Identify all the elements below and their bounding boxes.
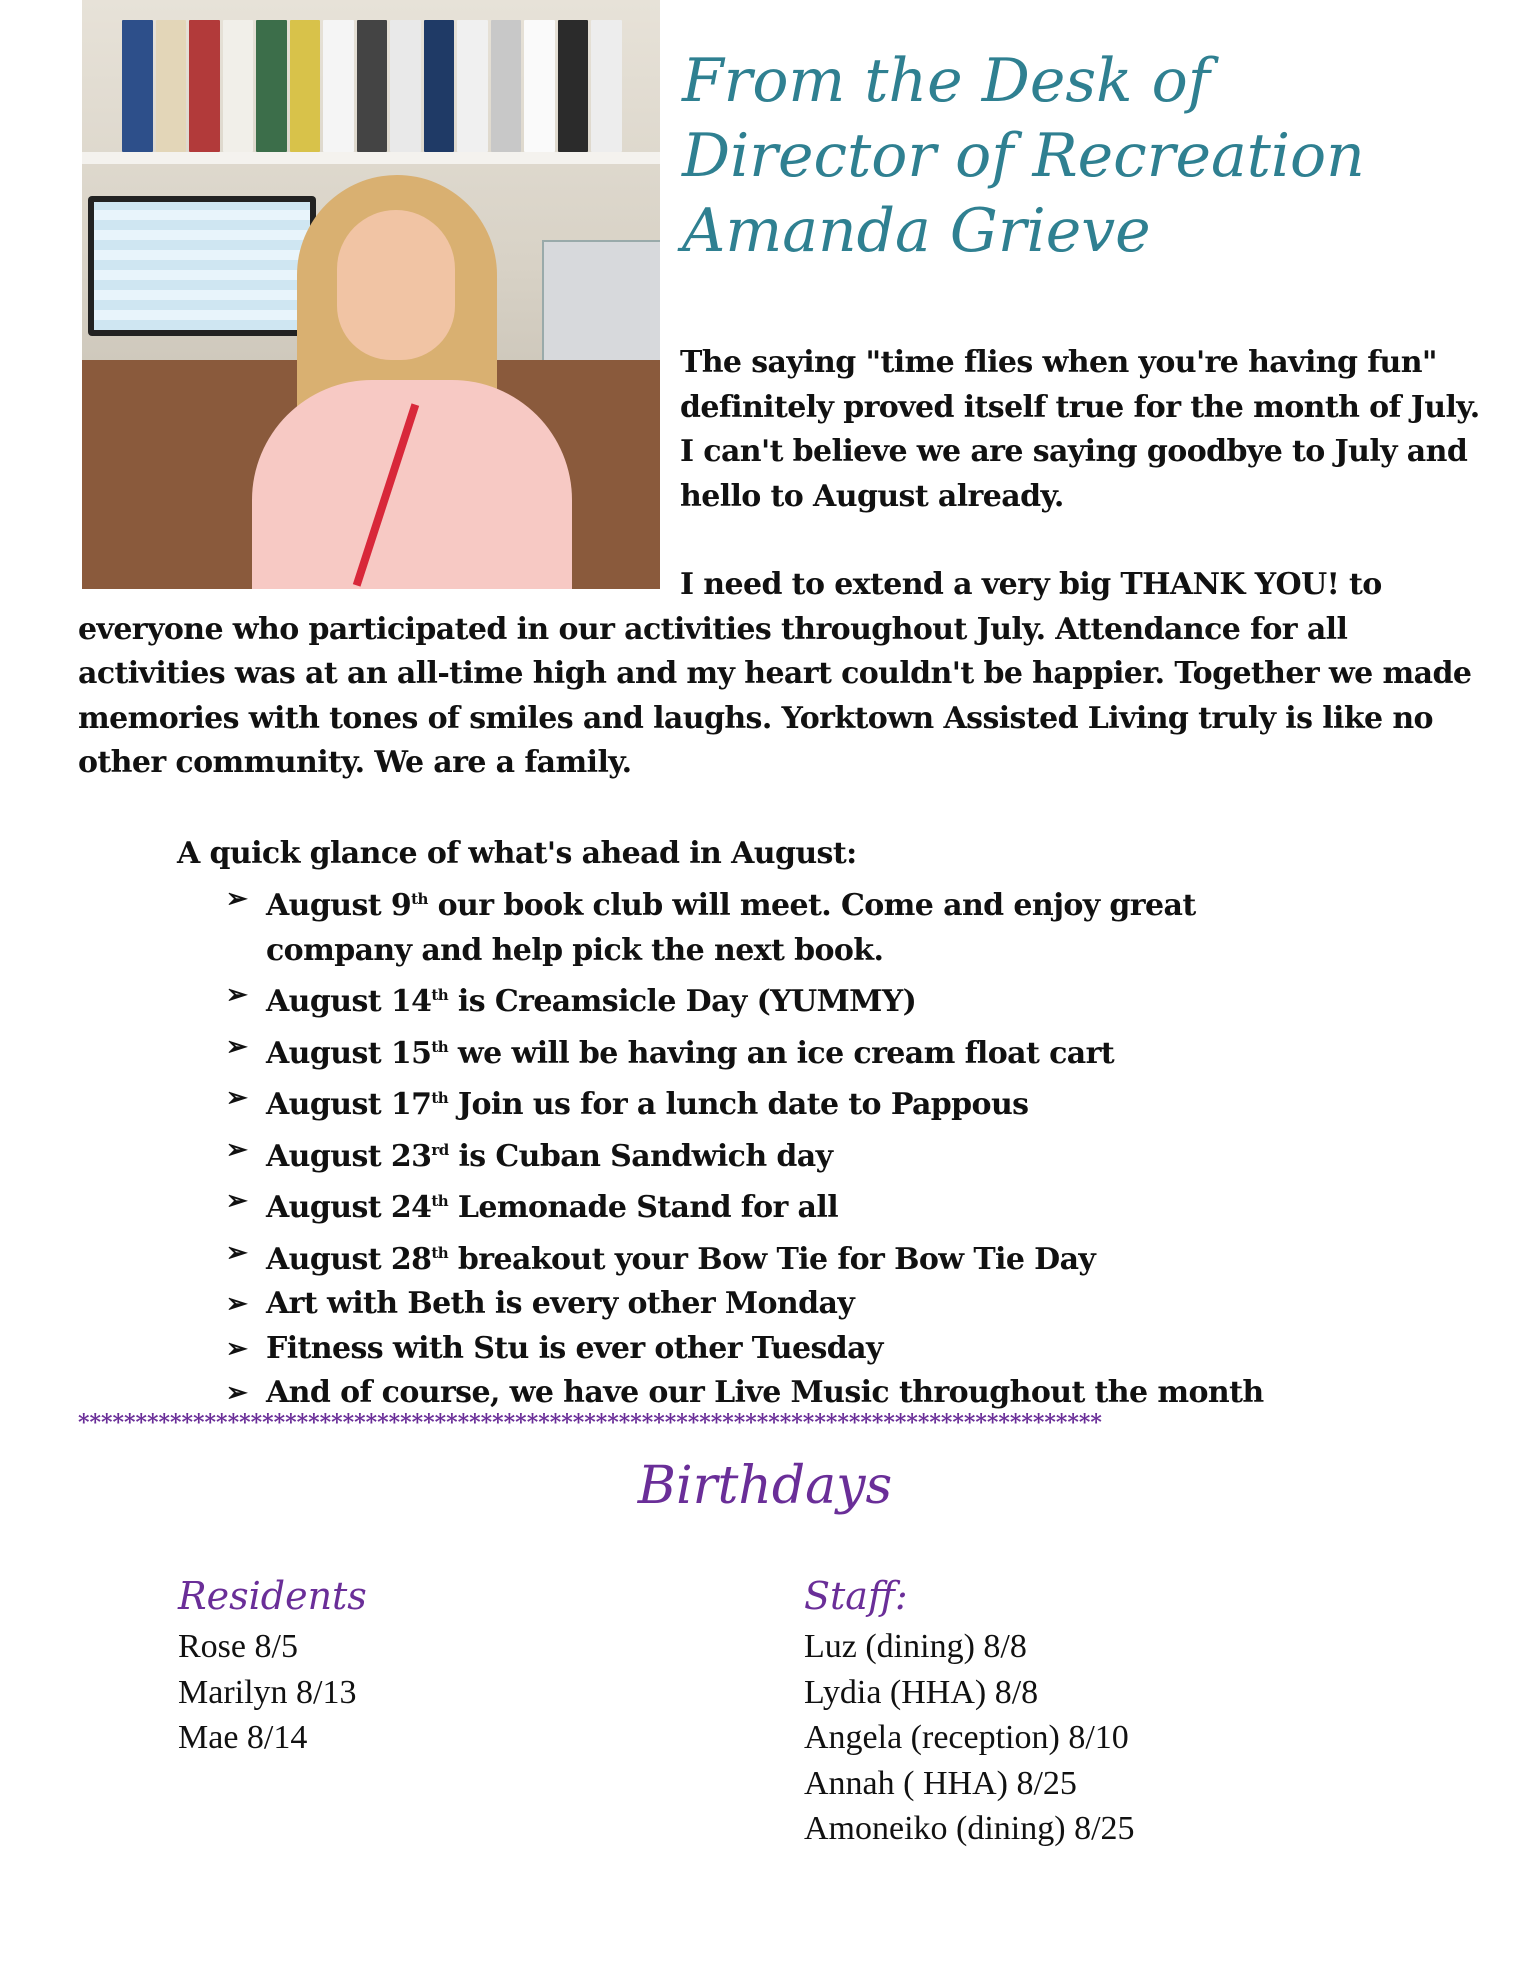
event-date-suffix: rd — [431, 1140, 449, 1159]
event-text: breakout your Bow Tie for Bow Tie Day — [448, 1241, 1096, 1277]
event-text-continued: company and help pick the next book. — [266, 932, 884, 968]
page-title — [682, 44, 1502, 269]
staff-title: Staff: — [804, 1574, 908, 1618]
event-text: Fitness with Stu is ever other Tuesday — [266, 1330, 883, 1366]
list-item: Rose 8/5 — [178, 1628, 298, 1665]
event-date: August 14 — [266, 984, 432, 1019]
residents-column — [178, 1570, 367, 1761]
list-item: Amoneiko (dining) 8/25 — [804, 1810, 1135, 1847]
arrowhead-bullet-icon: ➢ — [226, 980, 248, 1010]
arrowhead-bullet-icon: ➢ — [226, 1289, 248, 1319]
arrowhead-bullet-icon: ➢ — [226, 1134, 248, 1165]
computer-monitor — [88, 196, 316, 336]
thank-you-first-line: I need to extend a very big THANK YOU! to — [680, 567, 1382, 602]
person-face — [337, 210, 455, 360]
director-photo — [82, 0, 660, 589]
star-divider: ***************************************************************************************** — [78, 1410, 1102, 1436]
staff-column — [804, 1570, 1135, 1852]
arrowhead-bullet-icon: ➢ — [226, 1186, 248, 1216]
thank-you-paragraph — [78, 563, 1498, 786]
title-line-2: Director of Recreation — [682, 121, 1365, 191]
event-date-suffix: th — [431, 986, 449, 1004]
event-text: Lemonade Stand for all — [448, 1190, 838, 1225]
event-text: Join us for a lunch date to Pappous — [448, 1087, 1029, 1122]
list-item — [226, 1282, 1426, 1327]
list-item: Mae 8/14 — [178, 1719, 308, 1756]
title-line-3: Amanda Grieve — [682, 196, 1151, 266]
events-heading: A quick glance of what's ahead in August: — [177, 836, 857, 871]
title-line-1: From the Desk of — [682, 46, 1210, 116]
residents-title: Residents — [178, 1574, 367, 1618]
birthdays-title: Birthdays — [637, 1456, 893, 1516]
intro-paragraph: The saying "time flies when you're having fun" definitely proved itself true for the month of July. I can't believe we are saying goodbye to July and hello to August already. — [680, 345, 1480, 514]
event-date: August 24 — [266, 1190, 432, 1225]
list-item — [226, 973, 1426, 1025]
list-item — [226, 1076, 1426, 1128]
arrowhead-bullet-icon: ➢ — [226, 1083, 248, 1113]
list-item — [226, 1371, 1426, 1416]
list-item — [226, 1128, 1426, 1180]
event-date-suffix: th — [431, 1089, 449, 1107]
event-text: Art with Beth is every other Monday — [266, 1286, 855, 1321]
arrowhead-bullet-icon: ➢ — [226, 1237, 248, 1268]
arrowhead-bullet-icon: ➢ — [226, 884, 248, 914]
event-date-suffix: th — [431, 1037, 449, 1056]
arrowhead-bullet-icon: ➢ — [226, 1031, 248, 1062]
list-item — [226, 877, 1426, 973]
event-text: is Cuban Sandwich day — [448, 1138, 833, 1174]
event-text: And of course, we have our Live Music throughout the month — [266, 1375, 1264, 1410]
event-text: is Creamsicle Day (YUMMY) — [448, 984, 917, 1019]
event-text: our book club will meet. Come and enjoy great — [427, 888, 1196, 923]
event-date: August 15 — [266, 1035, 432, 1071]
list-item: Marilyn 8/13 — [178, 1673, 357, 1711]
arrowhead-bullet-icon: ➢ — [226, 1333, 248, 1364]
shelf — [82, 152, 660, 164]
event-text: we will be having an ice cream float cart — [448, 1035, 1115, 1071]
thank-you-rest: everyone who participated in our activities throughout July. Attendance for all activities was at an all-time high and my heart couldn't be happier. Together we made memories with tones of smiles and laughs. Yorktown Assisted Living truly is like no other community. We are a family. — [78, 611, 1472, 780]
list-item: Lydia (HHA) 8/8 — [804, 1673, 1039, 1711]
arrowhead-bullet-icon: ➢ — [226, 1378, 248, 1408]
event-date-suffix: th — [431, 1192, 449, 1210]
list-item — [226, 1025, 1426, 1077]
event-date: August 28 — [266, 1241, 432, 1277]
event-date-suffix: th — [411, 890, 428, 908]
event-date-suffix: th — [431, 1243, 449, 1262]
list-item — [226, 1231, 1426, 1283]
list-item — [226, 1179, 1426, 1231]
list-item: Annah ( HHA) 8/25 — [804, 1764, 1077, 1802]
event-date: August 17 — [266, 1087, 432, 1122]
list-item: Luz (dining) 8/8 — [804, 1628, 1027, 1665]
bookshelf — [122, 20, 622, 152]
list-item: Angela (reception) 8/10 — [804, 1719, 1129, 1756]
event-date: August 9 — [266, 888, 412, 923]
event-date: August 23 — [266, 1138, 432, 1174]
list-item — [226, 1327, 1426, 1372]
events-list — [226, 877, 1426, 1416]
